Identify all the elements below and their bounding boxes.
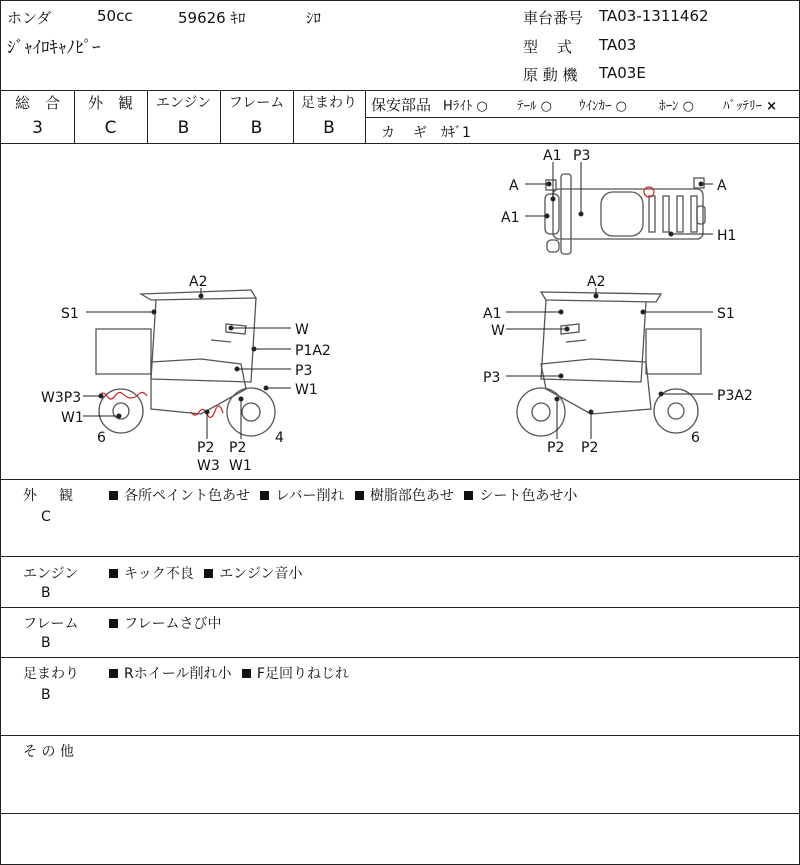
diagram-label: P1A2 [295, 343, 331, 359]
diagram-label: H1 [717, 228, 737, 244]
safety-winker: ｳｲﾝｶｰ ○ [579, 99, 627, 114]
type-label: 型 式 [523, 38, 575, 56]
diagram-label: A1 [501, 210, 520, 226]
chassis-label: 車台番号 [523, 9, 584, 27]
bullet-square-icon [355, 491, 364, 500]
divider [1, 813, 799, 814]
bullet-square-icon [109, 569, 118, 578]
grade-overall-label: 総 合 [14, 94, 60, 112]
diagram-label: P3 [573, 148, 591, 164]
scooter-damage-diagram [1, 144, 799, 479]
note-items-frame [109, 613, 221, 633]
key-label: カ ギ [381, 125, 429, 141]
diagram-label: P2 [581, 440, 599, 456]
diagram-label: W1 [61, 410, 84, 426]
bullet-square-icon [464, 491, 473, 500]
note-item: シート色あせ小 [464, 488, 577, 504]
mileage: 59626 ｷﾛ [178, 9, 246, 27]
note-grade-frame: B [41, 635, 51, 651]
note-item: レバー削れ [260, 488, 344, 504]
chassis-value: TA03-1311462 [599, 7, 709, 25]
diagram-label: P3 [483, 370, 501, 386]
bullet-square-icon [109, 669, 118, 678]
diagram-label: A1 [543, 148, 562, 164]
grade-suspension-label: 足まわり [301, 95, 357, 111]
bullet-square-icon [109, 619, 118, 628]
diagram-label: A2 [189, 274, 208, 290]
note-items-engine [109, 563, 303, 583]
note-category-suspension: 足まわり [23, 666, 79, 682]
safety-horn: ﾎｰﾝ ○ [659, 99, 694, 114]
note-category-other: そ の 他 [23, 744, 74, 760]
note-items-suspension [109, 663, 349, 683]
diagram-label: W [295, 322, 309, 338]
note-item: 樹脂部色あせ [355, 488, 454, 504]
diagram-label: A1 [483, 306, 502, 322]
note-grade-exterior: C [41, 509, 51, 525]
note-grade-engine: B [41, 585, 51, 601]
note-item: フレームさび中 [109, 616, 221, 632]
bullet-square-icon [242, 669, 251, 678]
taillight-ok-mark: ○ [540, 99, 552, 114]
headlight-ok-mark: ○ [476, 99, 488, 114]
safety-battery: ﾊﾞｯﾃﾘｰ × [723, 99, 778, 114]
note-item: F足回りねじれ [242, 666, 349, 682]
diagram-label: P3A2 [717, 388, 753, 404]
grade-engine-label: エンジン [155, 95, 212, 111]
note-item: Rホイール削れ小 [109, 666, 231, 682]
divider [365, 117, 799, 118]
divider [1, 556, 799, 557]
grade-frame-label: フレーム [228, 95, 285, 111]
note-category-frame: フレーム [23, 616, 79, 632]
damage-mark-scratch [99, 392, 147, 399]
diagram-label: W3 [197, 458, 220, 474]
diagram-label: A [717, 178, 727, 194]
bullet-square-icon [260, 491, 269, 500]
diagram-label: S1 [717, 306, 735, 322]
top-view-outline [545, 174, 705, 254]
divider [1, 479, 799, 480]
model-name: ｼﾞｬｲﾛｷｬﾉﾋﾟｰ [7, 38, 101, 58]
diagram-label: P3 [295, 363, 313, 379]
divider [1, 657, 799, 658]
grade-exterior-value: C [104, 118, 117, 138]
note-item: エンジン音小 [204, 566, 302, 582]
diagram-label: P2 [197, 440, 215, 456]
bullet-square-icon [204, 569, 213, 578]
note-category-exterior: 外 観 [23, 488, 77, 504]
body-color: ｼﾛ [306, 9, 322, 27]
diagram-label: W [491, 323, 505, 339]
diagram-label: W1 [229, 458, 252, 474]
note-category-engine: エンジン [23, 566, 79, 582]
battery-ng-mark: × [766, 99, 778, 114]
diagram-label: P2 [229, 440, 247, 456]
diagram-label: 6 [691, 430, 700, 446]
note-items-exterior [109, 485, 577, 505]
safety-taillight: ﾃｰﾙ ○ [517, 99, 552, 114]
divider [1, 735, 799, 736]
right-side-view-outline [517, 292, 701, 436]
grade-frame-value: B [250, 118, 263, 138]
type-value: TA03 [599, 36, 637, 54]
grade-suspension-value: B [323, 118, 335, 138]
diagram-label: W1 [295, 382, 318, 398]
grade-engine-value: B [177, 118, 190, 138]
displacement: 50cc [97, 7, 133, 25]
maker: ホンダ [7, 9, 52, 27]
horn-ok-mark: ○ [682, 99, 694, 114]
safety-headlight: Hﾗｲﾄ ○ [443, 99, 488, 114]
winker-ok-mark: ○ [615, 99, 627, 114]
engine-value: TA03E [599, 64, 646, 82]
diagram-label: 4 [275, 430, 284, 446]
grade-exterior-label: 外 観 [87, 94, 133, 112]
grade-overall-value: 3 [32, 118, 43, 138]
note-item: キック不良 [109, 566, 194, 582]
diagram-label: P2 [547, 440, 565, 456]
diagram-label: 6 [97, 430, 106, 446]
engine-label: 原 動 機 [523, 66, 578, 84]
key-value: ｶｷﾞ1 [441, 125, 471, 141]
divider [1, 90, 799, 91]
diagram-label: A [509, 178, 519, 194]
diagram-label: A2 [587, 274, 606, 290]
note-item: 各所ペイント色あせ [109, 488, 250, 504]
bullet-square-icon [109, 491, 118, 500]
safety-parts-label: 保安部品 [371, 96, 432, 114]
diagram-label: W3P3 [41, 390, 82, 406]
note-grade-suspension: B [41, 687, 51, 703]
diagram-label: S1 [61, 306, 79, 322]
divider [1, 607, 799, 608]
